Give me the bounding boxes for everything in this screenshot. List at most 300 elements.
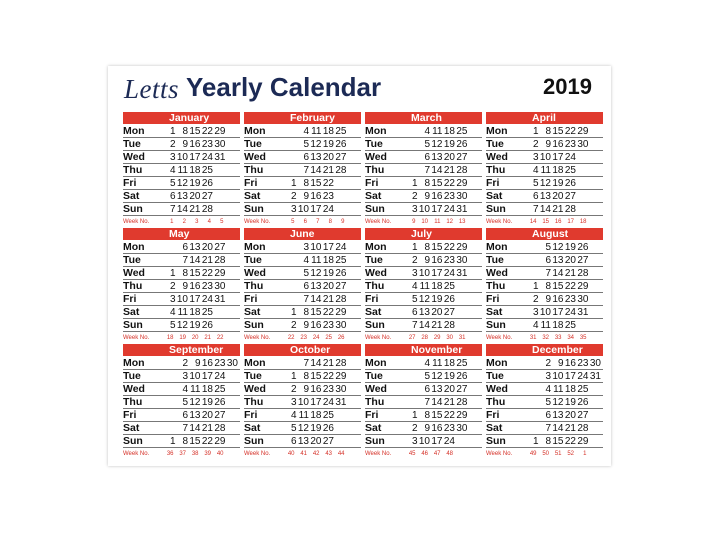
day-name: Thu bbox=[486, 396, 506, 408]
date-cell: 26 bbox=[577, 396, 589, 408]
date-cell: 8 bbox=[303, 370, 309, 382]
date-cell: 26 bbox=[322, 422, 334, 434]
date-cell: 22 bbox=[201, 125, 213, 137]
date-cell: 10 bbox=[310, 241, 322, 253]
date-cell: 29 bbox=[456, 177, 468, 189]
date-cell: 13 bbox=[189, 241, 201, 253]
date-cell: 28 bbox=[443, 319, 455, 331]
date-cell: 12 bbox=[310, 267, 322, 279]
date-cell: 25 bbox=[443, 280, 455, 292]
day-name: Fri bbox=[244, 409, 258, 421]
week-number: 47 bbox=[433, 451, 441, 457]
date-cell: 3 bbox=[545, 370, 551, 382]
date-cell: 3 bbox=[169, 293, 176, 305]
week-number: 37 bbox=[179, 451, 186, 457]
day-row bbox=[486, 383, 603, 396]
brand-logo: Letts bbox=[124, 74, 180, 104]
date-cell: 25 bbox=[564, 319, 576, 331]
day-name: Sun bbox=[365, 203, 385, 215]
date-cell: 18 bbox=[322, 254, 334, 266]
week-number: 17 bbox=[567, 219, 574, 225]
date-list bbox=[526, 307, 589, 318]
date-cell: 26 bbox=[335, 267, 347, 279]
date-cell: 31 bbox=[589, 370, 601, 382]
date-list bbox=[405, 436, 455, 447]
day-row bbox=[365, 177, 482, 190]
date-list bbox=[284, 320, 347, 331]
date-cell: 11 bbox=[311, 254, 322, 266]
date-list bbox=[284, 255, 347, 266]
date-cell: 10 bbox=[418, 267, 430, 279]
week-number-list bbox=[161, 335, 224, 341]
week-numbers bbox=[244, 332, 361, 344]
day-row bbox=[244, 319, 361, 332]
day-row bbox=[244, 138, 361, 151]
date-cell: 14 bbox=[539, 203, 551, 215]
date-cell: 30 bbox=[335, 383, 347, 395]
date-blank bbox=[163, 255, 176, 266]
date-cell: 16 bbox=[189, 138, 201, 150]
date-cell: 2 bbox=[182, 357, 188, 369]
month-name: October bbox=[244, 344, 361, 356]
date-cell: 18 bbox=[564, 383, 576, 395]
date-cell: 14 bbox=[310, 164, 322, 176]
date-cell: 25 bbox=[322, 409, 334, 421]
date-cell: 8 bbox=[424, 177, 430, 189]
date-list bbox=[526, 255, 589, 266]
date-cell: 18 bbox=[431, 280, 443, 292]
date-cell: 1 bbox=[169, 435, 176, 447]
date-cell: 21 bbox=[443, 164, 455, 176]
date-cell: 24 bbox=[443, 435, 455, 447]
day-name: Mon bbox=[244, 125, 266, 137]
day-name: Fri bbox=[486, 409, 500, 421]
day-name: Sat bbox=[365, 306, 382, 318]
date-list bbox=[405, 384, 468, 395]
day-row bbox=[123, 306, 240, 319]
date-cell: 17 bbox=[310, 396, 322, 408]
date-cell: 5 bbox=[424, 370, 430, 382]
day-row bbox=[365, 396, 482, 409]
date-cell: 30 bbox=[577, 293, 589, 305]
date-cell: 27 bbox=[322, 435, 334, 447]
week-number: 22 bbox=[287, 335, 295, 341]
date-cell: 23 bbox=[322, 383, 334, 395]
date-cell: 25 bbox=[564, 164, 576, 176]
day-name: Wed bbox=[123, 267, 145, 279]
date-cell: 30 bbox=[456, 254, 468, 266]
date-blank bbox=[163, 410, 176, 421]
date-blank bbox=[526, 397, 539, 408]
week-number: 45 bbox=[408, 451, 416, 457]
day-name: Fri bbox=[244, 293, 258, 305]
date-cell: 30 bbox=[456, 190, 468, 202]
week-number: 35 bbox=[579, 335, 587, 341]
date-cell: 14 bbox=[310, 357, 322, 369]
date-cell: 24 bbox=[564, 306, 576, 318]
date-cell: 6 bbox=[303, 151, 309, 163]
day-row bbox=[365, 280, 482, 293]
date-cell: 24 bbox=[577, 370, 589, 382]
date-cell: 23 bbox=[443, 422, 455, 434]
date-list bbox=[284, 384, 347, 395]
date-list bbox=[405, 320, 455, 331]
date-cell: 17 bbox=[189, 293, 201, 305]
date-blank bbox=[163, 358, 176, 369]
week-number: 1 bbox=[170, 219, 174, 225]
date-cell: 10 bbox=[552, 370, 564, 382]
date-list bbox=[284, 294, 347, 305]
date-cell: 22 bbox=[443, 177, 455, 189]
date-cell: 19 bbox=[189, 319, 201, 331]
date-cell: 11 bbox=[177, 306, 188, 318]
day-name: Tue bbox=[244, 370, 262, 382]
date-cell: 18 bbox=[443, 357, 455, 369]
date-cell: 26 bbox=[577, 241, 589, 253]
date-cell: 19 bbox=[201, 396, 213, 408]
date-cell: 26 bbox=[456, 370, 468, 382]
date-cell: 6 bbox=[303, 280, 309, 292]
date-cell: 1 bbox=[169, 125, 176, 137]
day-name: Wed bbox=[244, 267, 266, 279]
date-blank bbox=[526, 255, 539, 266]
week-number: 38 bbox=[191, 451, 199, 457]
date-list bbox=[284, 307, 347, 318]
day-name: Mon bbox=[365, 125, 387, 137]
week-number: 42 bbox=[312, 451, 320, 457]
day-row bbox=[486, 422, 603, 435]
week-number: 5 bbox=[291, 219, 295, 225]
date-cell: 13 bbox=[539, 190, 551, 202]
date-cell: 29 bbox=[577, 435, 589, 447]
date-cell: 12 bbox=[297, 422, 309, 434]
date-cell: 3 bbox=[303, 241, 309, 253]
day-row bbox=[123, 138, 240, 151]
week-number: 8 bbox=[328, 219, 332, 225]
month-february bbox=[244, 112, 361, 228]
date-cell: 17 bbox=[431, 267, 443, 279]
date-list bbox=[284, 165, 347, 176]
date-list bbox=[284, 242, 347, 253]
day-row bbox=[365, 357, 482, 370]
date-cell: 23 bbox=[577, 357, 589, 369]
date-cell: 15 bbox=[431, 177, 443, 189]
date-cell: 14 bbox=[431, 164, 443, 176]
day-name: Wed bbox=[123, 151, 145, 163]
date-list bbox=[526, 397, 589, 408]
day-name: Tue bbox=[123, 254, 141, 266]
week-label: Week No. bbox=[365, 451, 392, 457]
day-row bbox=[486, 435, 603, 448]
day-name: Thu bbox=[123, 164, 143, 176]
date-cell: 10 bbox=[418, 203, 430, 215]
date-list bbox=[526, 281, 589, 292]
date-cell: 21 bbox=[431, 319, 443, 331]
date-cell: 15 bbox=[310, 370, 322, 382]
date-cell: 10 bbox=[539, 151, 551, 163]
week-number: 24 bbox=[312, 335, 320, 341]
date-cell: 10 bbox=[176, 151, 188, 163]
date-list bbox=[163, 242, 226, 253]
date-cell: 27 bbox=[577, 409, 589, 421]
date-cell: 21 bbox=[564, 267, 576, 279]
date-cell: 7 bbox=[182, 422, 188, 434]
day-name: Thu bbox=[486, 164, 506, 176]
date-cell: 2 bbox=[290, 319, 297, 331]
date-cell: 11 bbox=[419, 280, 430, 292]
day-row bbox=[244, 151, 361, 164]
day-name: Sat bbox=[365, 190, 382, 202]
date-cell: 6 bbox=[545, 254, 551, 266]
day-row bbox=[365, 293, 482, 306]
date-cell: 5 bbox=[545, 241, 551, 253]
date-cell: 19 bbox=[564, 241, 576, 253]
date-blank bbox=[405, 165, 418, 176]
date-cell: 7 bbox=[303, 164, 309, 176]
date-list bbox=[405, 126, 468, 137]
day-name: Sun bbox=[365, 435, 385, 447]
date-cell: 5 bbox=[169, 177, 176, 189]
date-cell: 20 bbox=[443, 383, 455, 395]
months-grid bbox=[123, 112, 603, 460]
date-cell: 15 bbox=[431, 241, 443, 253]
date-cell: 4 bbox=[424, 125, 430, 137]
date-cell: 29 bbox=[577, 125, 589, 137]
day-name: Thu bbox=[365, 164, 385, 176]
week-number: 9 bbox=[412, 219, 416, 225]
date-cell: 9 bbox=[424, 254, 430, 266]
date-list bbox=[526, 139, 589, 150]
date-cell: 24 bbox=[443, 267, 455, 279]
day-row bbox=[123, 370, 240, 383]
date-cell: 10 bbox=[176, 293, 188, 305]
date-cell: 17 bbox=[201, 370, 213, 382]
day-row bbox=[365, 267, 482, 280]
date-cell: 22 bbox=[564, 435, 576, 447]
date-cell: 18 bbox=[310, 409, 322, 421]
date-cell: 3 bbox=[411, 203, 418, 215]
day-name: Fri bbox=[244, 177, 258, 189]
week-number-list bbox=[282, 335, 345, 341]
month-name: December bbox=[486, 344, 603, 356]
date-cell: 15 bbox=[552, 125, 564, 137]
date-cell: 27 bbox=[201, 190, 213, 202]
date-list bbox=[163, 178, 213, 189]
date-cell: 22 bbox=[322, 306, 334, 318]
week-number: 31 bbox=[458, 335, 466, 341]
date-cell: 7 bbox=[411, 319, 418, 331]
date-cell: 22 bbox=[322, 177, 334, 189]
week-numbers bbox=[365, 332, 482, 344]
date-cell: 25 bbox=[214, 383, 226, 395]
date-cell: 8 bbox=[545, 435, 551, 447]
date-cell: 29 bbox=[335, 306, 347, 318]
date-cell: 24 bbox=[322, 203, 334, 215]
date-cell: 29 bbox=[456, 409, 468, 421]
day-row bbox=[365, 306, 482, 319]
date-cell: 20 bbox=[322, 280, 334, 292]
date-cell: 9 bbox=[182, 280, 188, 292]
date-cell: 27 bbox=[214, 409, 226, 421]
date-cell: 15 bbox=[189, 267, 201, 279]
day-row bbox=[365, 435, 482, 448]
date-cell: 17 bbox=[431, 435, 443, 447]
day-row bbox=[244, 241, 361, 254]
week-numbers bbox=[365, 448, 482, 460]
date-cell: 18 bbox=[189, 306, 201, 318]
date-cell: 20 bbox=[310, 435, 322, 447]
date-cell: 21 bbox=[322, 164, 334, 176]
day-row bbox=[244, 190, 361, 203]
date-cell: 27 bbox=[443, 306, 455, 318]
day-name: Mon bbox=[365, 357, 387, 369]
date-cell: 2 bbox=[411, 422, 418, 434]
date-cell: 16 bbox=[310, 383, 322, 395]
date-list bbox=[163, 139, 226, 150]
day-name: Sun bbox=[123, 435, 143, 447]
date-list bbox=[526, 410, 589, 421]
date-cell: 8 bbox=[424, 409, 430, 421]
date-cell: 22 bbox=[201, 435, 213, 447]
day-row bbox=[123, 435, 240, 448]
date-cell: 31 bbox=[214, 293, 226, 305]
date-cell: 26 bbox=[201, 177, 213, 189]
date-blank bbox=[405, 397, 418, 408]
date-cell: 4 bbox=[182, 383, 188, 395]
date-cell: 28 bbox=[577, 267, 589, 279]
date-cell: 27 bbox=[456, 151, 468, 163]
date-cell: 7 bbox=[169, 203, 176, 215]
date-cell: 19 bbox=[322, 138, 334, 150]
day-name: Sun bbox=[244, 319, 264, 331]
date-cell: 18 bbox=[189, 164, 201, 176]
date-cell: 26 bbox=[335, 138, 347, 150]
day-name: Wed bbox=[486, 151, 508, 163]
day-row bbox=[365, 409, 482, 422]
date-cell: 26 bbox=[443, 293, 455, 305]
date-cell: 11 bbox=[540, 164, 551, 176]
date-blank bbox=[526, 268, 539, 279]
date-cell: 1 bbox=[290, 370, 297, 382]
date-cell: 14 bbox=[431, 396, 443, 408]
date-cell: 22 bbox=[443, 241, 455, 253]
day-name: Mon bbox=[486, 357, 508, 369]
date-list bbox=[163, 307, 213, 318]
date-cell: 12 bbox=[310, 138, 322, 150]
date-cell: 28 bbox=[456, 396, 468, 408]
week-numbers bbox=[123, 448, 240, 460]
day-name: Thu bbox=[244, 396, 264, 408]
day-name: Sat bbox=[365, 422, 382, 434]
date-cell: 27 bbox=[564, 190, 576, 202]
date-cell: 29 bbox=[214, 125, 226, 137]
date-cell: 25 bbox=[201, 164, 213, 176]
week-number: 23 bbox=[300, 335, 307, 341]
date-blank bbox=[405, 152, 418, 163]
day-name: Fri bbox=[486, 177, 500, 189]
date-cell: 22 bbox=[443, 409, 455, 421]
day-name: Tue bbox=[365, 138, 383, 150]
date-cell: 7 bbox=[532, 203, 539, 215]
date-cell: 5 bbox=[545, 396, 551, 408]
date-cell: 22 bbox=[322, 370, 334, 382]
date-list bbox=[526, 191, 576, 202]
day-name: Fri bbox=[123, 177, 137, 189]
date-cell: 2 bbox=[290, 190, 297, 202]
date-cell: 21 bbox=[189, 203, 201, 215]
week-number: 2 bbox=[182, 219, 186, 225]
month-october bbox=[244, 344, 361, 460]
day-row bbox=[365, 241, 482, 254]
month-december bbox=[486, 344, 603, 460]
day-name: Tue bbox=[486, 254, 504, 266]
date-cell: 4 bbox=[411, 280, 418, 292]
date-cell: 11 bbox=[298, 409, 309, 421]
date-list bbox=[284, 281, 347, 292]
date-cell: 5 bbox=[182, 396, 188, 408]
day-row bbox=[123, 357, 240, 370]
week-number: 11 bbox=[434, 219, 441, 225]
date-cell: 10 bbox=[189, 370, 201, 382]
week-number: 9 bbox=[341, 219, 345, 225]
date-cell: 19 bbox=[443, 138, 455, 150]
day-row bbox=[244, 422, 361, 435]
date-cell: 22 bbox=[564, 280, 576, 292]
day-row bbox=[123, 409, 240, 422]
date-cell: 9 bbox=[545, 293, 551, 305]
day-name: Fri bbox=[486, 293, 500, 305]
date-cell: 12 bbox=[176, 319, 188, 331]
date-cell: 7 bbox=[303, 357, 309, 369]
date-cell: 10 bbox=[418, 435, 430, 447]
week-label: Week No. bbox=[486, 335, 513, 341]
date-cell: 20 bbox=[189, 190, 201, 202]
date-cell: 8 bbox=[182, 267, 188, 279]
date-list bbox=[405, 294, 455, 305]
date-cell: 12 bbox=[539, 177, 551, 189]
date-list bbox=[405, 397, 468, 408]
day-name: Thu bbox=[486, 280, 506, 292]
day-row bbox=[365, 151, 482, 164]
date-cell: 7 bbox=[545, 267, 551, 279]
date-cell: 12 bbox=[418, 293, 430, 305]
day-row bbox=[486, 306, 603, 319]
date-cell: 2 bbox=[532, 138, 539, 150]
date-cell: 11 bbox=[177, 164, 188, 176]
date-cell: 16 bbox=[201, 357, 213, 369]
date-cell: 26 bbox=[201, 319, 213, 331]
day-row bbox=[244, 293, 361, 306]
date-cell: 1 bbox=[411, 409, 418, 421]
week-number: 40 bbox=[287, 451, 295, 457]
date-cell: 21 bbox=[322, 293, 334, 305]
week-number: 44 bbox=[337, 451, 345, 457]
week-number: 46 bbox=[421, 451, 428, 457]
date-list bbox=[284, 410, 334, 421]
day-row bbox=[244, 254, 361, 267]
date-cell: 17 bbox=[564, 370, 576, 382]
date-cell: 30 bbox=[214, 280, 226, 292]
date-cell: 17 bbox=[310, 203, 322, 215]
date-cell: 2 bbox=[411, 254, 418, 266]
day-name: Sat bbox=[244, 190, 261, 202]
day-name: Wed bbox=[365, 267, 387, 279]
date-cell: 1 bbox=[532, 280, 539, 292]
date-cell: 10 bbox=[297, 396, 309, 408]
day-name: Sat bbox=[123, 306, 140, 318]
date-cell: 4 bbox=[545, 383, 551, 395]
date-cell: 2 bbox=[169, 280, 176, 292]
